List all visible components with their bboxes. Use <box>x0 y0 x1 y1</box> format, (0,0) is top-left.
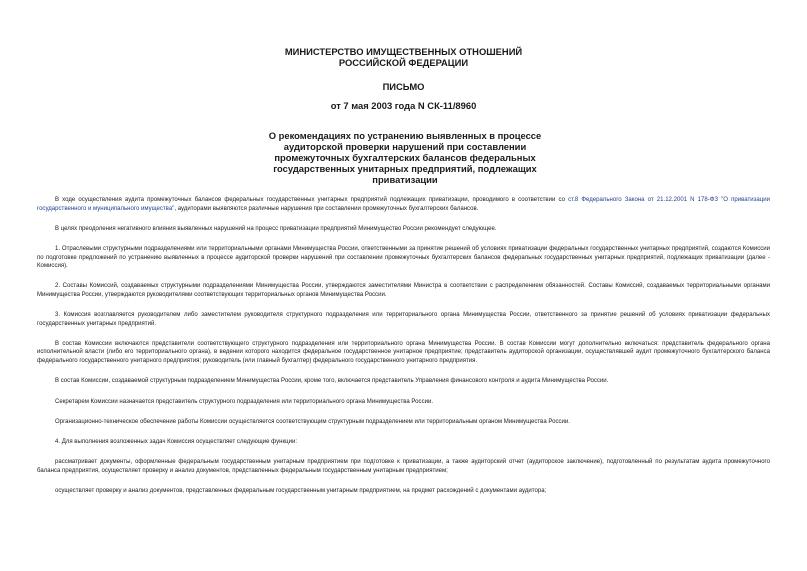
ministry-heading <box>0 46 807 68</box>
document-body <box>37 196 770 508</box>
paragraph-2: В целях преодоления негативного влияния выявленных нарушений на процесс приватизации предприятий Минимущество России рекомендует следующее. <box>55 225 497 232</box>
paragraph-8: Секретарем Комиссии назначается представитель структурного подразделения или территориального органа Минимущества России. <box>55 398 434 405</box>
document-date-number: от 7 мая 2003 года N СК-11/8960 <box>330 100 477 111</box>
paragraph-11: рассматривает документы, оформленные федеральным государственным унитарным предприятием при подготовке к приватизации, а также аудиторский отчет (аудиторское заключение), подготовленный по результатам аудита промежуточного баланса предприятия, осуществляет проверку и анализ документов, представленных федеральным государственным унитарным предприятием; <box>37 459 770 474</box>
paragraph-5: 3. Комиссия возглавляется руководителем либо заместителем руководителя структурного подразделения или территориального органа Минимущества России, ответственного за принятие решений об условиях приватизации федеральных государственных унитарных предприятий. <box>37 312 770 327</box>
paragraph-9: Организационно-техническое обеспечение работы Комиссии осуществляется соответствующим структурным подразделением или территориальным органом Минимущества России. <box>55 418 570 425</box>
paragraph-7: В состав Комиссии, создаваемой структурным подразделением Минимущества России, кроме того, включается представитель Управления финансового контроля и аудита Минимущества России. <box>55 378 609 385</box>
paragraph-6: В состав Комиссии включаются представители соответствующего структурного подразделения или территориального органа Минимущества России. В состав Комиссии могут дополнительно включаться: представитель федерального органа исполнительной власти (либо его территориального органа), в ведении которого находится федеральное государственное унитарное предприятие; представитель аудиторской организации, осуществлявшей аудит промежуточного бухгалтерского баланса федерального государственного унитарного предприятия; руководитель (или главный бухгалтер) федерального государственного унитарного предприятия. <box>37 340 770 364</box>
paragraph-12: осуществляет проверку и анализ документов, представленных федеральным государственным унитарным предприятием, на предмет расхождений с документами аудитора; <box>55 488 547 495</box>
paragraph-1-text: В ходе осуществления аудита промежуточных балансов федеральных государственных унитарных предприятий подлежащих приватизации, проводимого в соответствии со <box>55 197 569 203</box>
document-type: ПИСЬМО <box>382 81 425 92</box>
paragraph-1-tail: , аудиторами выявляются различные нарушения при составлении промежуточных бухгалтерских балансов. <box>174 205 479 212</box>
paragraph-3: 1. Отраслевыми структурными подразделениями или территориальными органами Минимущества России, ответственными за принятие решений об условиях приватизации федеральных государственных унитарных предприятий, создаются Комиссии по подготовке предложений по устранению выявленных в процессе аудиторской проверки нарушений при составлении промежуточных бухгалтерских балансов федеральных государственных унитарных предприятий, подлежащих приватизации (далее - Комиссия). <box>37 246 770 270</box>
paragraph-1 <box>37 196 770 213</box>
law-reference-link[interactable]: ст.8 Федерального Закона от 21.12.2001 N 178-ФЗ "О приватизации государственного и муниципального имущества" <box>37 197 770 212</box>
ministry-line-2: РОССИЙСКОЙ ФЕДЕРАЦИИ <box>338 57 469 68</box>
paragraph-10: 4. Для выполнения возложенных задач Комиссия осуществляет следующие функции: <box>55 439 298 446</box>
document-subject: О рекомендациях по устранению выявленных в процессе аудиторской проверки нарушений при составлении промежуточных бухгалтерских балансов федеральных государственных унитарных предприятий, подлежащих приватизации <box>268 130 542 185</box>
ministry-line-1: МИНИСТЕРСТВО ИМУЩЕСТВЕННЫХ ОТНОШЕНИЙ <box>284 46 523 57</box>
paragraph-4: 2. Составы Комиссий, создаваемых структурными подразделениями Минимущества России, утверждаются заместителями Министра в соответствии с распределением обязанностей. Составы Комиссий, создаваемых территориальными органами Минимущества России, утверждаются руководителями соответствующих территориальных органов Минимущества России. <box>37 283 770 298</box>
